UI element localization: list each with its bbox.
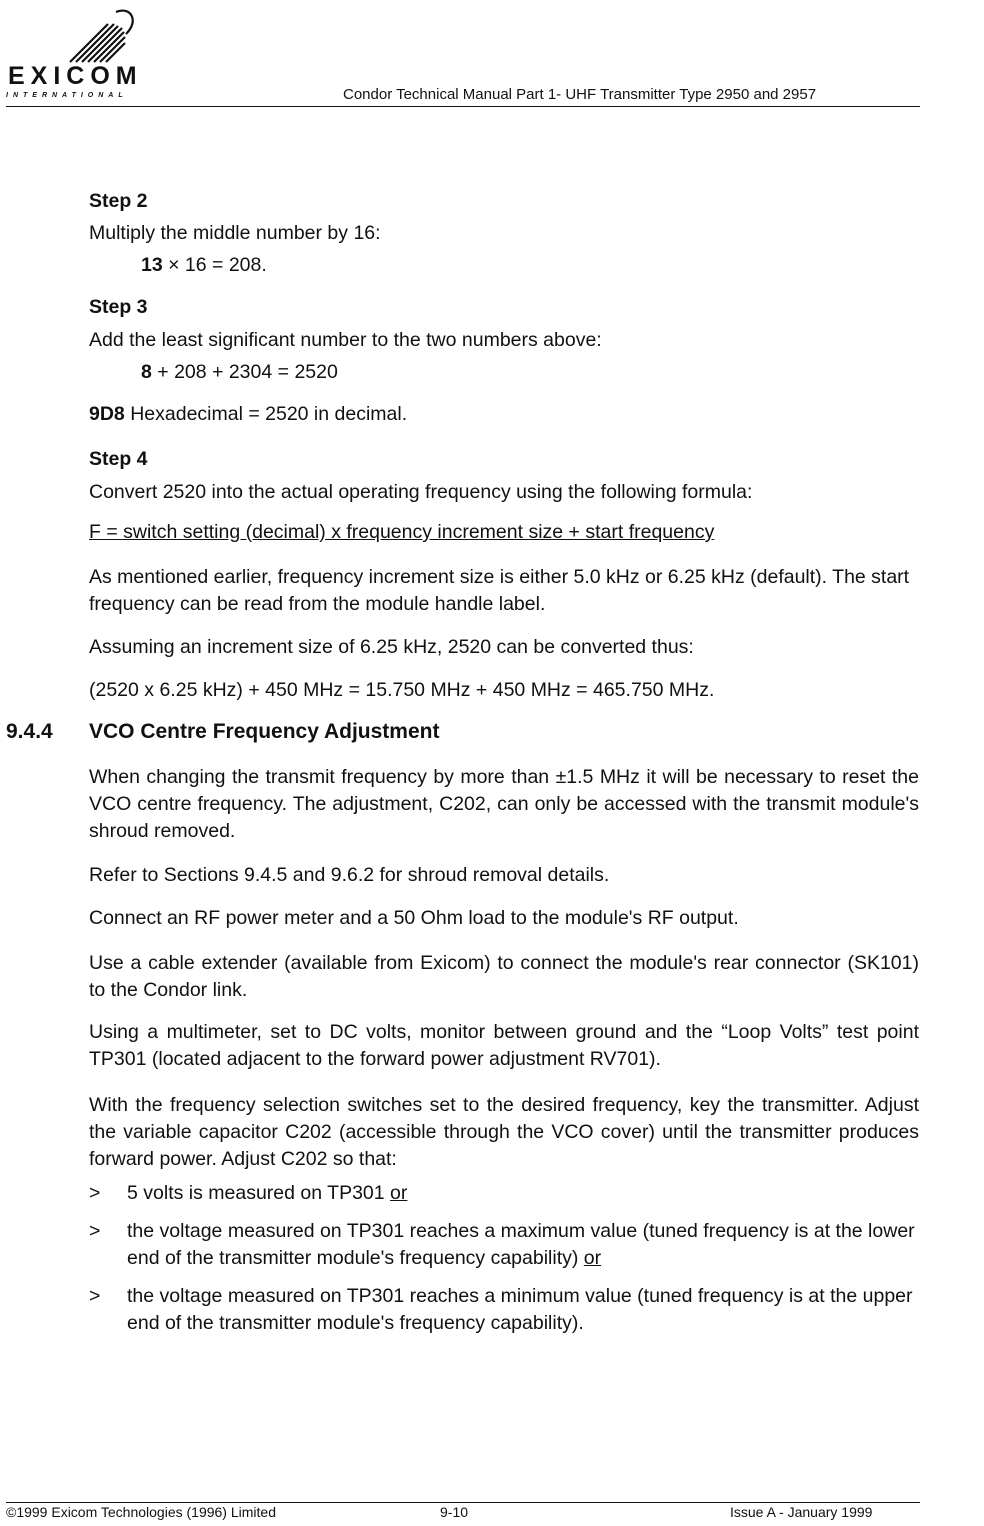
conversion-result: (2520 x 6.25 kHz) + 450 MHz = 15.750 MHz + 450 MHz = 465.750 MHz.	[89, 679, 715, 701]
list-item-text	[127, 1180, 919, 1207]
frequency-formula	[89, 519, 919, 546]
logo-subtitle: INTERNATIONAL	[6, 92, 128, 99]
section-para-6: With the frequency selection switches set to the desired frequency, key the transmitter. Adjust the variable capacitor C202 (accessible through the VCO cover) until the transmitter produces forward power. Adjust C202 so that:	[89, 1094, 919, 1170]
step-4-text: Convert 2520 into the actual operating frequency using the following formula:	[89, 481, 753, 503]
bullet-marker: >	[89, 1220, 101, 1242]
assumption-paragraph: Assuming an increment size of 6.25 kHz, 2520 can be converted thus:	[89, 636, 694, 658]
list-item-text	[127, 1218, 919, 1272]
footer-page-number: 9-10	[440, 1504, 469, 1520]
list-item-body: 5 volts is measured on TP301	[127, 1182, 391, 1204]
step-2-calc-bold: 13	[141, 254, 163, 276]
increment-size-paragraph: As mentioned earlier, frequency increment size is either 5.0 kHz or 6.25 kHz (default). The start frequency can be read from the module handle label.	[89, 566, 910, 615]
bullet-marker: >	[89, 1285, 101, 1307]
footer-issue: Issue A - January 1999	[730, 1504, 873, 1520]
step-3-heading: Step 3	[89, 296, 148, 318]
step-2-heading: Step 2	[89, 190, 148, 212]
step-4-heading: Step 4	[89, 448, 148, 470]
section-para-3: Connect an RF power meter and a 50 Ohm load to the module's RF output.	[89, 907, 739, 929]
section-title: VCO Centre Frequency Adjustment	[89, 720, 440, 743]
step-3-calc-bold: 8	[141, 361, 152, 383]
step-2-calculation	[89, 252, 971, 279]
page-header-title: Condor Technical Manual Part 1- UHF Transmitter Type 2950 and 2957	[343, 86, 817, 103]
header-divider	[6, 106, 920, 107]
footer-divider	[6, 1502, 920, 1503]
list-item-body: the voltage measured on TP301 reaches a maximum value (tuned frequency is at the lower end of the transmitter module's frequency capability)	[127, 1220, 915, 1269]
list-item-or: or	[583, 1247, 602, 1269]
hex-conversion-line	[89, 401, 919, 428]
step-3-calculation	[89, 359, 971, 386]
logo-wordmark: EXICOM	[8, 62, 143, 90]
section-number: 9.4.4	[6, 720, 53, 743]
list-item-text	[127, 1283, 919, 1337]
hex-rest: Hexadecimal = 2520 in decimal.	[124, 403, 408, 425]
section-para-2: Refer to Sections 9.4.5 and 9.6.2 for shroud removal details.	[89, 864, 610, 886]
section-para-4: Use a cable extender (available from Exicom) to connect the module's rear connector (SK101) to the Condor link.	[89, 952, 919, 1001]
hex-value: 9D8	[89, 403, 125, 425]
step-3-text: Add the least significant number to the two numbers above:	[89, 329, 602, 351]
section-para-1: When changing the transmit frequency by more than ±1.5 MHz it will be necessary to reset the VCO centre frequency. The adjustment, C202, can only be accessed with the transmit module's shroud removed.	[89, 766, 919, 842]
bullet-marker: >	[89, 1182, 101, 1204]
formula-text: F = switch setting (decimal) x frequency increment size + start frequency	[89, 521, 715, 543]
list-item-body: the voltage measured on TP301 reaches a minimum value (tuned frequency is at the upper end of the transmitter module's frequency capability).	[127, 1285, 913, 1334]
section-para-5: Using a multimeter, set to DC volts, monitor between ground and the “Loop Volts” test point TP301 (located adjacent to the forward power adjustment RV701).	[89, 1021, 919, 1070]
footer-copyright: ©1999 Exicom Technologies (1996) Limited	[6, 1504, 276, 1520]
step-3-calc-rest: + 208 + 2304 = 2520	[151, 361, 338, 383]
list-item-or: or	[390, 1182, 408, 1204]
step-2-text: Multiply the middle number by 16:	[89, 222, 381, 244]
step-2-calc-rest: × 16 = 208.	[162, 254, 267, 276]
